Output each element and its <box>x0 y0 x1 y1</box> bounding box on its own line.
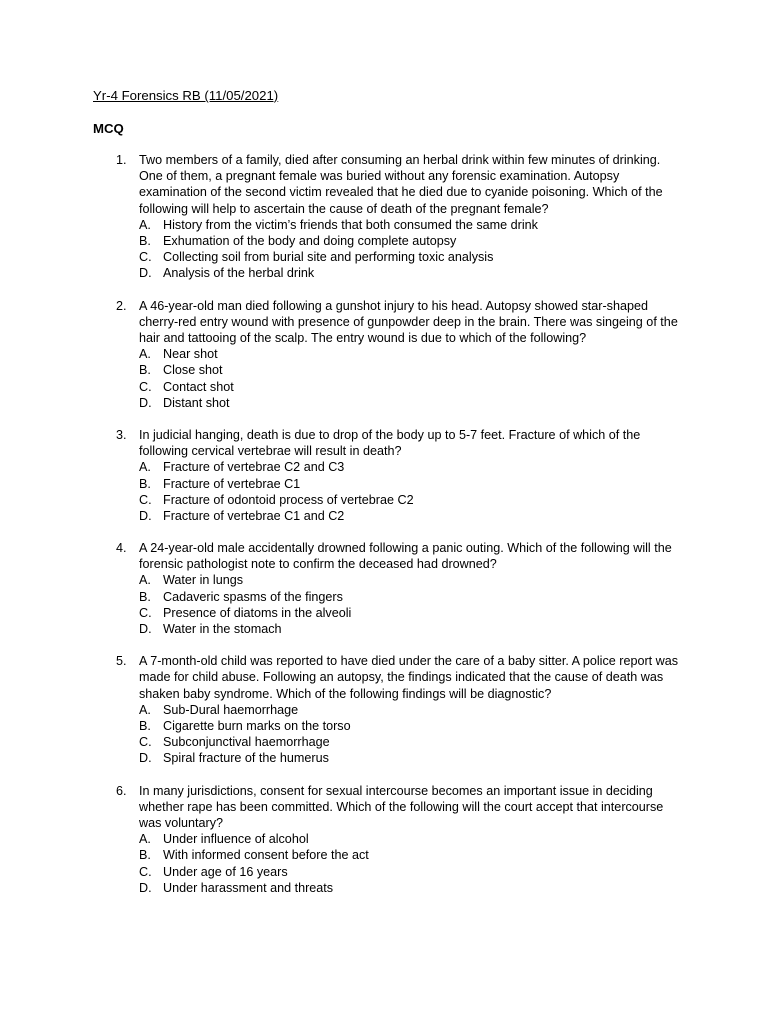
option-letter: D. <box>139 622 152 637</box>
option-text: Under influence of alcohol <box>163 832 309 847</box>
option-list <box>0 702 768 767</box>
option-list <box>0 572 768 637</box>
option-letter: C. <box>139 605 152 620</box>
option-list <box>0 217 768 282</box>
option-text: Fracture of vertebrae C1 and C2 <box>163 508 345 523</box>
option-text: Water in lungs <box>163 573 244 588</box>
option-item <box>0 395 768 411</box>
option-letter: A. <box>139 347 151 362</box>
question-number: 1. <box>116 153 127 167</box>
option-item <box>0 346 768 362</box>
question-stem: Two members of a family, died after consuming an herbal drink within few minutes of drinking. One of them, a pregnant female was buried without any forensic examination. Autopsy examination of the second victim revealed that he died due to cyanide poisoning. Which of the following will help to ascertain the cause of death of the pregnant female? <box>139 153 663 216</box>
option-letter: A. <box>139 573 151 588</box>
option-text: Collecting soil from burial site and performing toxic analysis <box>163 250 494 265</box>
option-item <box>0 605 768 621</box>
option-text: Under age of 16 years <box>163 864 288 879</box>
option-letter: B. <box>139 589 151 604</box>
option-letter: C. <box>139 864 152 879</box>
option-item <box>0 249 768 265</box>
option-text: Fracture of odontoid process of vertebrae C2 <box>163 492 414 507</box>
option-item <box>0 718 768 734</box>
question-list <box>0 152 768 912</box>
option-list <box>0 831 768 896</box>
question-stem: In judicial hanging, death is due to drop of the body up to 5-7 feet. Fracture of which of the following cervical vertebrae will result in death? <box>139 427 641 459</box>
option-item <box>0 572 768 588</box>
question-item <box>0 152 768 282</box>
question-number: 6. <box>116 783 127 798</box>
option-letter: D. <box>139 508 152 523</box>
question-item <box>0 298 768 411</box>
question-number: 5. <box>116 654 127 669</box>
question-stem: A 24-year-old male accidentally drowned following a panic outing. Which of the following will the forensic pathologist note to confirm the deceased had drowned? <box>139 541 672 572</box>
option-text: Distant shot <box>163 395 230 410</box>
option-text: Fracture of vertebrae C2 and C3 <box>163 460 345 475</box>
option-text: Cadaveric spasms of the fingers <box>163 589 343 604</box>
question-item <box>0 427 768 524</box>
option-letter: B. <box>139 363 151 378</box>
question-stem: A 46-year-old man died following a gunshot injury to his head. Autopsy showed star-shaped cherry-red entry wound with presence of gunpowder deep in the brain. There was singeing of the hair and tattooing of the scalp. The entry wound is due to which of the following? <box>139 298 678 345</box>
option-item <box>0 362 768 378</box>
option-item <box>0 476 768 492</box>
question-item <box>0 653 768 766</box>
option-item <box>0 508 768 524</box>
option-item <box>0 880 768 896</box>
option-item <box>0 233 768 249</box>
question-item <box>0 540 768 637</box>
option-item <box>0 217 768 233</box>
option-letter: B. <box>139 848 151 863</box>
option-text: Sub-Dural haemorrhage <box>163 702 299 717</box>
option-letter: D. <box>139 880 152 895</box>
option-letter: C. <box>139 250 152 265</box>
document-title: Yr-4 Forensics RB (11/05/2021) <box>93 88 279 103</box>
question-number: 3. <box>116 427 127 442</box>
option-letter: C. <box>139 492 152 507</box>
option-list <box>0 346 768 411</box>
option-text: Near shot <box>163 347 218 362</box>
option-letter: A. <box>139 702 151 717</box>
option-text: With informed consent before the act <box>163 848 369 863</box>
question-stem: A 7-month-old child was reported to have died under the care of a baby sitter. A police report was made for child abuse. Following an autopsy, the findings indicated that the cause of death was shaken baby syndrome. Which of the following findings will be diagnostic? <box>139 654 679 701</box>
option-letter: C. <box>139 735 152 750</box>
option-item <box>0 734 768 750</box>
option-text: Cigarette burn marks on the torso <box>163 719 351 734</box>
option-letter: D. <box>139 266 152 281</box>
option-text: History from the victim’s friends that both consumed the same drink <box>163 217 538 232</box>
option-text: Spiral fracture of the humerus <box>163 751 329 766</box>
option-item <box>0 702 768 718</box>
option-letter: B. <box>139 719 151 734</box>
option-item <box>0 379 768 395</box>
option-letter: A. <box>139 460 151 475</box>
option-letter: B. <box>139 476 151 491</box>
option-text: Contact shot <box>163 379 234 394</box>
option-item <box>0 265 768 281</box>
option-text: Water in the stomach <box>163 622 282 637</box>
option-text: Subconjunctival haemorrhage <box>163 735 330 750</box>
option-text: Close shot <box>163 363 223 378</box>
option-letter: A. <box>139 217 151 232</box>
option-text: Presence of diatoms in the alveoli <box>163 605 352 620</box>
question-item <box>0 783 768 896</box>
option-text: Exhumation of the body and doing complete autopsy <box>163 234 457 248</box>
question-stem: In many jurisdictions, consent for sexual intercourse becomes an important issue in deciding whether rape has been committed. Which of the following will the court accept that intercourse was voluntary? <box>139 783 664 830</box>
option-item <box>0 750 768 766</box>
option-letter: B. <box>139 234 151 248</box>
option-item <box>0 847 768 863</box>
option-letter: D. <box>139 395 152 410</box>
option-text: Analysis of the herbal drink <box>163 266 315 281</box>
option-item <box>0 492 768 508</box>
option-item <box>0 864 768 880</box>
question-number: 2. <box>116 298 127 313</box>
section-heading: MCQ <box>93 121 124 136</box>
option-letter: A. <box>139 832 151 847</box>
option-list <box>0 459 768 524</box>
option-item <box>0 459 768 475</box>
question-number: 4. <box>116 541 127 556</box>
option-item <box>0 831 768 847</box>
option-item <box>0 621 768 637</box>
option-letter: D. <box>139 751 152 766</box>
option-letter: C. <box>139 379 152 394</box>
option-item <box>0 589 768 605</box>
option-text: Fracture of vertebrae C1 <box>163 476 301 491</box>
option-text: Under harassment and threats <box>163 880 334 895</box>
